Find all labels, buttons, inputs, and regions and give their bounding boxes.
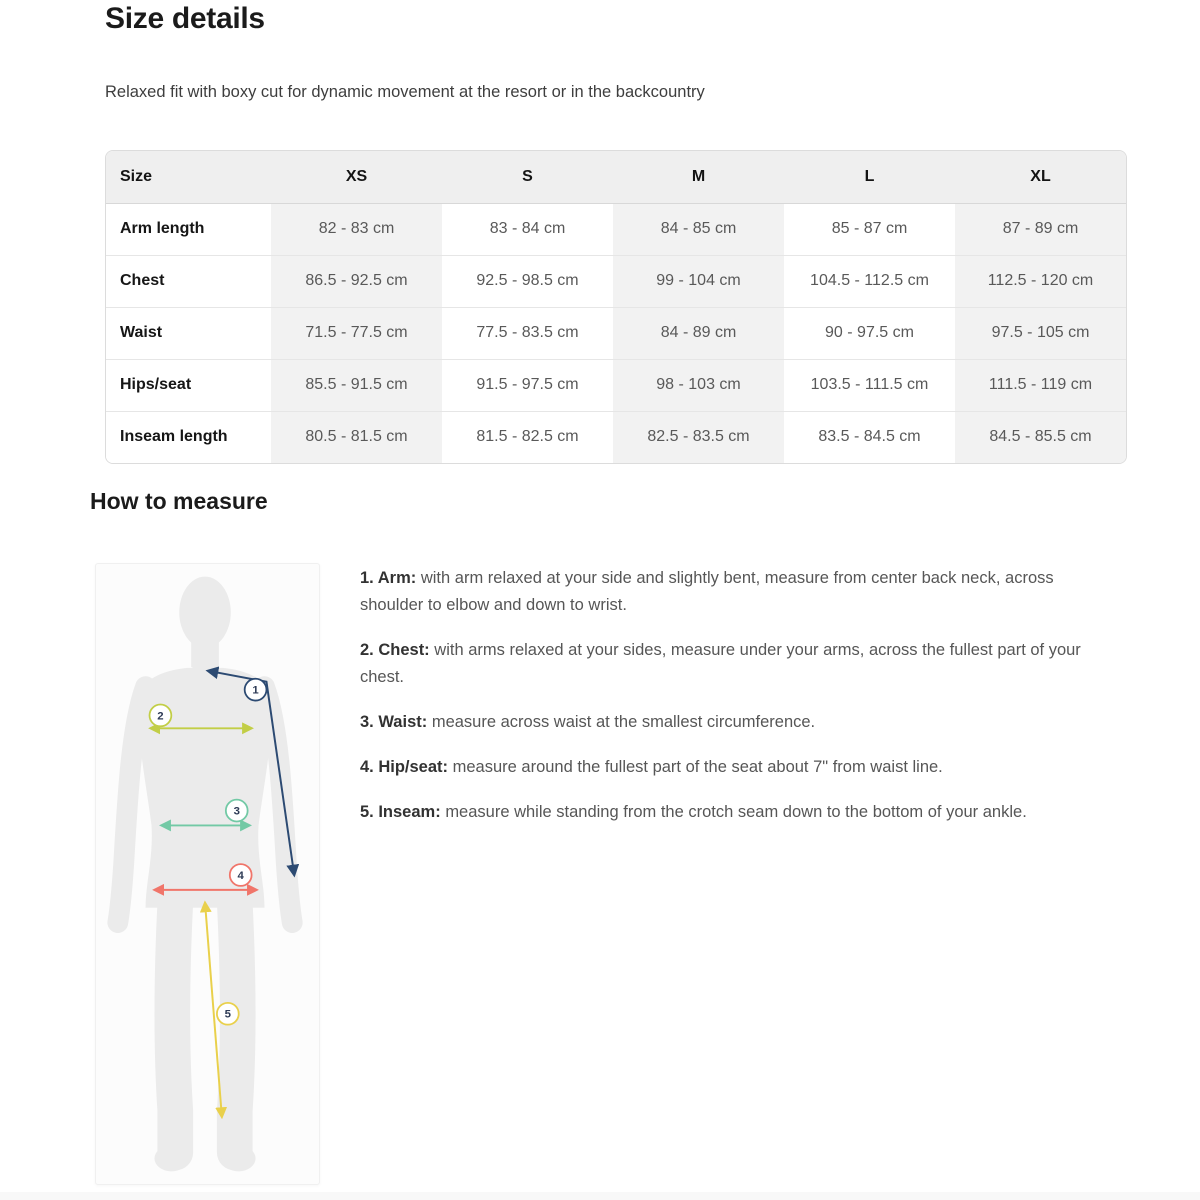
table-row — [106, 359, 1126, 411]
cell-value: 97.5 - 105 cm — [955, 307, 1126, 359]
instruction-waist-label: 3. Waist: — [360, 713, 428, 731]
next-section-divider — [0, 1192, 1200, 1200]
instruction-inseam-text: measure while standing from the crotch seam down to the bottom of your ankle. — [445, 803, 1027, 821]
instruction-chest-text: with arms relaxed at your sides, measure under your arms, across the fullest part of your chest. — [360, 641, 1081, 686]
column-header-xl: XL — [955, 151, 1126, 203]
table-row — [106, 307, 1126, 359]
instruction-inseam-label: 5. Inseam: — [360, 803, 441, 821]
size-chart — [105, 150, 1127, 464]
size-chart-table — [106, 151, 1126, 463]
table-row — [106, 255, 1126, 307]
measurement-diagram — [95, 563, 320, 1185]
cell-value: 98 - 103 cm — [613, 359, 784, 411]
instruction-chest — [360, 637, 1098, 691]
cell-value: 91.5 - 97.5 cm — [442, 359, 613, 411]
cell-value: 85.5 - 91.5 cm — [271, 359, 442, 411]
column-header-size: Size — [106, 151, 271, 203]
cell-value: 92.5 - 98.5 cm — [442, 255, 613, 307]
column-header-s: S — [442, 151, 613, 203]
body-silhouette-diagram — [96, 564, 319, 1184]
measure-instructions — [360, 565, 1098, 844]
cell-value: 81.5 - 82.5 cm — [442, 411, 613, 463]
cell-value: 71.5 - 77.5 cm — [271, 307, 442, 359]
instruction-inseam — [360, 799, 1098, 826]
cell-value: 111.5 - 119 cm — [955, 359, 1126, 411]
cell-value: 86.5 - 92.5 cm — [271, 255, 442, 307]
size-chart-header-row — [106, 151, 1126, 203]
cell-value: 83.5 - 84.5 cm — [784, 411, 955, 463]
row-label-inseam-length: Inseam length — [106, 411, 271, 463]
cell-value: 84 - 89 cm — [613, 307, 784, 359]
row-label-waist: Waist — [106, 307, 271, 359]
cell-value: 104.5 - 112.5 cm — [784, 255, 955, 307]
instruction-arm-label: 1. Arm: — [360, 569, 417, 587]
cell-value: 112.5 - 120 cm — [955, 255, 1126, 307]
how-to-measure-heading: How to measure — [90, 488, 268, 514]
cell-value: 87 - 89 cm — [955, 203, 1126, 255]
instruction-arm — [360, 565, 1098, 619]
marker-number-5: 5 — [224, 1008, 231, 1021]
row-label-chest: Chest — [106, 255, 271, 307]
marker-number-2: 2 — [157, 710, 164, 723]
cell-value: 82 - 83 cm — [271, 203, 442, 255]
cell-value: 103.5 - 111.5 cm — [784, 359, 955, 411]
instruction-hip-seat-label: 4. Hip/seat: — [360, 758, 449, 776]
instruction-chest-label: 2. Chest: — [360, 641, 430, 659]
cell-value: 90 - 97.5 cm — [784, 307, 955, 359]
row-label-arm-length: Arm length — [106, 203, 271, 255]
cell-value: 84.5 - 85.5 cm — [955, 411, 1126, 463]
instruction-waist — [360, 709, 1098, 736]
column-header-l: L — [784, 151, 955, 203]
column-header-m: M — [613, 151, 784, 203]
cell-value: 85 - 87 cm — [784, 203, 955, 255]
instruction-hip-seat — [360, 754, 1098, 781]
table-row — [106, 411, 1126, 463]
table-row — [106, 203, 1126, 255]
cell-value: 99 - 104 cm — [613, 255, 784, 307]
human-silhouette — [118, 577, 292, 1172]
instruction-waist-text: measure across waist at the smallest circumference. — [431, 713, 816, 731]
cell-value: 80.5 - 81.5 cm — [271, 411, 442, 463]
fit-description: Relaxed fit with boxy cut for dynamic movement at the resort or in the backcountry — [105, 83, 705, 101]
instruction-hip-seat-text: measure around the fullest part of the seat about 7" from waist line. — [452, 758, 943, 776]
marker-number-3: 3 — [233, 805, 240, 818]
marker-number-1: 1 — [252, 684, 259, 697]
page-title: Size details — [105, 2, 265, 35]
instruction-arm-text: with arm relaxed at your side and slightly bent, measure from center back neck, across shoulder to elbow and down to wrist. — [360, 569, 1054, 614]
cell-value: 77.5 - 83.5 cm — [442, 307, 613, 359]
row-label-hips-seat: Hips/seat — [106, 359, 271, 411]
cell-value: 83 - 84 cm — [442, 203, 613, 255]
column-header-xs: XS — [271, 151, 442, 203]
cell-value: 84 - 85 cm — [613, 203, 784, 255]
cell-value: 82.5 - 83.5 cm — [613, 411, 784, 463]
marker-number-4: 4 — [237, 869, 244, 882]
